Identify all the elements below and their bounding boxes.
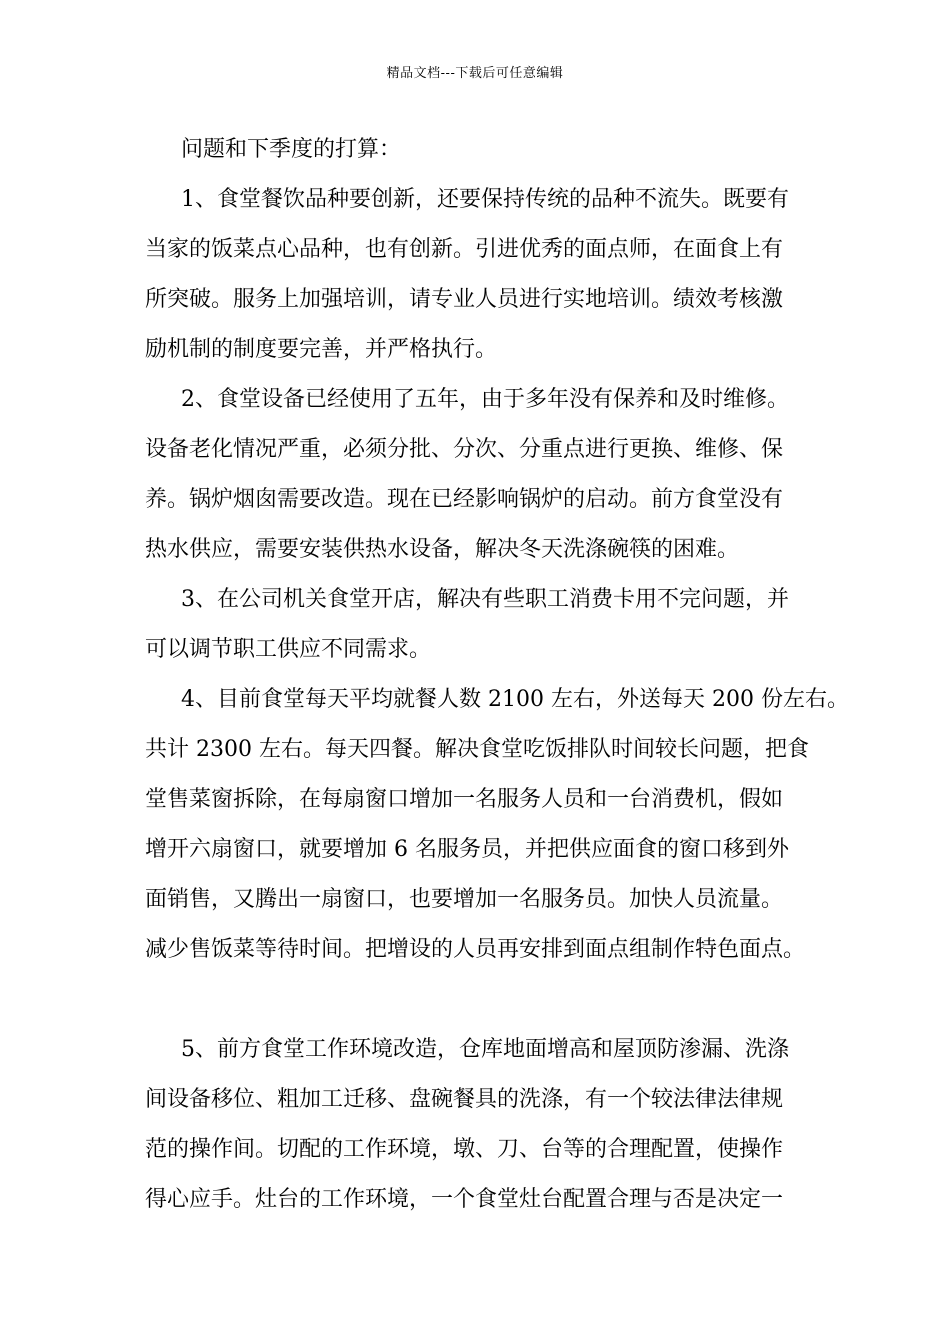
text-line: 共计 2300 左右。每天四餐。解决食堂吃饭排队时间较长问题，把食 [145, 737, 809, 762]
text-line: 间设备移位、粗加工迁移、盘碗餐具的洗涤，有一个较法律法律规 [145, 1087, 784, 1112]
text-line: 增开六扇窗口，就要增加 6 名服务员，并把供应面食的窗口移到外 [145, 837, 789, 862]
text-line: 养。锅炉烟囱需要改造。现在已经影响锅炉的启动。前方食堂没有 [145, 487, 784, 512]
text-line: 范的操作间。切配的工作环境，墩、刀、台等的合理配置，使操作 [145, 1137, 784, 1162]
text-line: 设备老化情况严重，必须分批、分次、分重点进行更换、维修、保 [145, 437, 784, 462]
section-heading: 问题和下季度的打算： [181, 137, 402, 162]
text-line: 堂售菜窗拆除，在每扇窗口增加一名服务人员和一台消费机，假如 [145, 787, 784, 812]
text-line: 可以调节职工供应不同需求。 [145, 637, 432, 662]
text-line: 得心应手。灶台的工作环境，一个食堂灶台配置合理与否是决定一 [145, 1187, 784, 1212]
page-header: 精品文档---下载后可任意编辑 [386, 66, 564, 81]
text-line: 所突破。服务上加强培训，请专业人员进行实地培训。绩效考核激 [145, 287, 784, 312]
text-line: 面销售，又腾出一扇窗口，也要增加一名服务员。加快人员流量。 [145, 887, 784, 912]
text-line: 当家的饭菜点心品种，也有创新。引进优秀的面点师，在面食上有 [145, 237, 784, 262]
text-line: 减少售饭菜等待时间。把增设的人员再安排到面点组制作特色面点。 [145, 937, 806, 962]
text-line: 热水供应，需要安装供热水设备，解决冬天洗涤碗筷的困难。 [145, 537, 740, 562]
text-line: 5、前方食堂工作环境改造，仓库地面增高和屋顶防渗漏、洗涤 [181, 1037, 789, 1062]
text-line: 2、食堂设备已经使用了五年，由于多年没有保养和及时维修。 [181, 387, 789, 412]
text-line: 1、食堂餐饮品种要创新，还要保持传统的品种不流失。既要有 [181, 187, 789, 212]
text-line: 4、目前食堂每天平均就餐人数 2100 左右，外送每天 200 份左右。 [181, 687, 849, 712]
text-line: 3、在公司机关食堂开店，解决有些职工消费卡用不完问题，并 [181, 587, 789, 612]
text-line: 励机制的制度要完善，并严格执行。 [145, 337, 498, 362]
